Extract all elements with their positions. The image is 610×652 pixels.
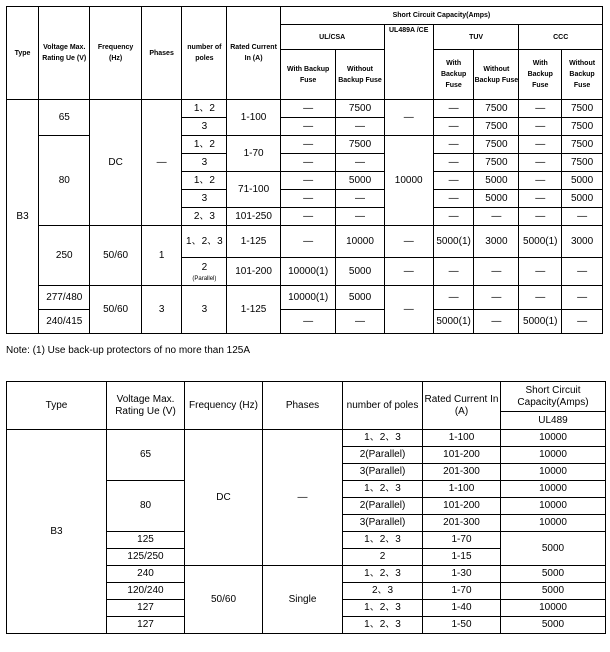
ul489a-cell: 10000 — [384, 136, 433, 226]
table-cell: 3000 — [562, 226, 603, 258]
scc-cell: 10000 — [501, 481, 606, 498]
header-voltage: Voltage Max. Rating Ue (V) — [39, 7, 90, 100]
header-poles: number of poles — [343, 382, 423, 430]
poles-cell: 2 — [343, 549, 423, 566]
header-without-backup: Without Backup Fuse — [474, 50, 519, 100]
poles-cell: 3 — [182, 286, 227, 334]
table-cell: — — [433, 172, 474, 190]
voltage-cell: 277/480 — [39, 286, 90, 310]
phases-cell: 1 — [141, 226, 182, 286]
table-cell: — — [474, 310, 519, 334]
poles-cell: 3 — [182, 118, 227, 136]
current-cell: 1-70 — [227, 136, 280, 172]
voltage-cell: 125 — [107, 532, 185, 549]
poles-cell: 1、2、3 — [343, 430, 423, 447]
header-phases: Phases — [263, 382, 343, 430]
table-cell: — — [336, 118, 384, 136]
current-cell: 201-300 — [423, 515, 501, 532]
table-cell: — — [519, 190, 562, 208]
table-cell: — — [280, 118, 336, 136]
table-cell: — — [280, 208, 336, 226]
frequency-cell: 50/60 — [185, 566, 263, 634]
scc-cell: 10000 — [501, 464, 606, 481]
header-ccc: CCC — [519, 25, 603, 50]
table-cell: — — [519, 100, 562, 118]
table-cell: — — [336, 154, 384, 172]
table-cell: — — [562, 208, 603, 226]
poles-cell: 3 — [182, 154, 227, 172]
table-cell: 7500 — [474, 136, 519, 154]
current-cell: 101-200 — [423, 447, 501, 464]
poles-cell — [182, 258, 227, 286]
poles-cell: 1、2、3 — [182, 226, 227, 258]
voltage-cell: 250 — [39, 226, 90, 286]
header-scc: Short Circuit Capacity(Amps) — [501, 382, 606, 412]
table-cell: — — [280, 154, 336, 172]
table-cell: 10000(1) — [280, 258, 336, 286]
table-cell: 7500 — [562, 136, 603, 154]
table-cell: — — [433, 286, 474, 310]
current-cell: 1-40 — [423, 600, 501, 617]
voltage-cell: 240/415 — [39, 310, 90, 334]
table-cell: — — [562, 286, 603, 310]
frequency-cell: 50/60 — [90, 286, 141, 334]
current-cell: 201-300 — [423, 464, 501, 481]
poles-cell: 3(Parallel) — [343, 464, 423, 481]
scc-cell: 10000 — [501, 600, 606, 617]
poles-cell: 2(Parallel) — [343, 447, 423, 464]
voltage-cell: 127 — [107, 600, 185, 617]
table-cell: — — [280, 310, 336, 334]
table-cell: 5000 — [336, 258, 384, 286]
table-cell: — — [519, 208, 562, 226]
table-cell: — — [474, 286, 519, 310]
table-cell: — — [433, 258, 474, 286]
table-cell: 5000(1) — [433, 310, 474, 334]
type-cell: B3 — [7, 430, 107, 634]
table-cell: — — [519, 118, 562, 136]
table-cell: 5000(1) — [519, 310, 562, 334]
phases-cell: — — [263, 430, 343, 566]
voltage-cell: 127 — [107, 617, 185, 634]
table-cell: 10000 — [336, 226, 384, 258]
current-cell: 1-15 — [423, 549, 501, 566]
table-cell: 5000 — [474, 172, 519, 190]
poles-cell: 1、2、3 — [343, 532, 423, 549]
current-cell: 1-50 — [423, 617, 501, 634]
header-ul489: UL489 — [501, 412, 606, 430]
table-cell: — — [280, 136, 336, 154]
scc-cell: 5000 — [501, 617, 606, 634]
table-cell: — — [280, 190, 336, 208]
table-cell: — — [474, 258, 519, 286]
table-cell: 5000(1) — [433, 226, 474, 258]
table-cell: — — [280, 100, 336, 118]
header-current: Rated Current In (A) — [423, 382, 501, 430]
table-cell: 7500 — [562, 118, 603, 136]
header-voltage: Voltage Max. Rating Ue (V) — [107, 382, 185, 430]
poles-cell: 3 — [182, 190, 227, 208]
voltage-cell: 120/240 — [107, 583, 185, 600]
poles-cell: 1、2 — [182, 172, 227, 190]
table-cell: — — [433, 208, 474, 226]
table-cell: 3000 — [474, 226, 519, 258]
table-cell: — — [433, 136, 474, 154]
current-cell: 101-200 — [227, 258, 280, 286]
type-cell: B3 — [7, 100, 39, 334]
scc-cell: 10000 — [501, 447, 606, 464]
header-scc: Short Circuit Capacity(Amps) — [280, 7, 602, 25]
table-cell: — — [433, 118, 474, 136]
ul489a-cell: — — [384, 286, 433, 334]
header-with-backup: With Backup Fuse — [280, 50, 336, 100]
poles-value: 2 — [201, 262, 208, 273]
header-phases: Phases — [141, 7, 182, 100]
poles-cell: 1、2 — [182, 136, 227, 154]
scc-cell: 5000 — [501, 583, 606, 600]
table-cell: — — [433, 100, 474, 118]
table-cell: 7500 — [336, 136, 384, 154]
table-cell: — — [433, 190, 474, 208]
header-with-backup: With Backup Fuse — [433, 50, 474, 100]
table-cell: — — [562, 310, 603, 334]
table-cell: — — [280, 172, 336, 190]
voltage-cell: 80 — [107, 481, 185, 532]
current-cell: 1-70 — [423, 532, 501, 549]
ul489a-cell: — — [384, 226, 433, 258]
table-cell: 7500 — [474, 118, 519, 136]
poles-cell: 2(Parallel) — [343, 498, 423, 515]
poles-cell: 1、2、3 — [343, 566, 423, 583]
header-poles: number of poles — [182, 7, 227, 100]
table-cell: — — [280, 226, 336, 258]
phases-cell: 3 — [141, 286, 182, 334]
table-cell: 5000 — [562, 190, 603, 208]
header-current: Rated Current In (A) — [227, 7, 280, 100]
current-cell: 101-200 — [423, 498, 501, 515]
voltage-cell: 65 — [107, 430, 185, 481]
header-without-backup: Without Backup Fuse — [336, 50, 384, 100]
current-cell: 1-100 — [423, 430, 501, 447]
table-cell: 5000 — [474, 190, 519, 208]
scc-cell: 5000 — [501, 566, 606, 583]
header-ul489a: UL489A /CE — [384, 25, 433, 100]
header-type: Type — [7, 382, 107, 430]
poles-cell: 1、2、3 — [343, 617, 423, 634]
parallel-note: (Parallel) — [192, 276, 217, 282]
short-circuit-table-2 — [6, 381, 606, 634]
poles-cell: 2、3 — [343, 583, 423, 600]
current-cell: 1-100 — [227, 100, 280, 136]
table-cell: 5000 — [336, 172, 384, 190]
scc-cell: 5000 — [501, 532, 606, 566]
table-cell: — — [519, 154, 562, 172]
short-circuit-table-1 — [6, 6, 603, 334]
table-cell: 5000 — [336, 286, 384, 310]
voltage-cell: 80 — [39, 136, 90, 226]
current-cell: 1-70 — [423, 583, 501, 600]
header-with-backup: With Backup Fuse — [519, 50, 562, 100]
phases-cell: — — [141, 100, 182, 226]
poles-cell: 1、2、3 — [343, 600, 423, 617]
header-tuv: TUV — [433, 25, 519, 50]
voltage-cell: 240 — [107, 566, 185, 583]
header-without-backup: Without Backup Fuse — [562, 50, 603, 100]
table-cell: 5000 — [562, 172, 603, 190]
table-cell: — — [474, 208, 519, 226]
frequency-cell: 50/60 — [90, 226, 141, 286]
header-frequency: Frequency (Hz) — [90, 7, 141, 100]
table-cell: — — [336, 310, 384, 334]
current-cell: 1-100 — [423, 481, 501, 498]
scc-cell: 10000 — [501, 498, 606, 515]
table-cell: — — [519, 286, 562, 310]
table-cell: — — [519, 172, 562, 190]
voltage-cell: 125/250 — [107, 549, 185, 566]
current-cell: 1-125 — [227, 226, 280, 258]
frequency-cell: DC — [90, 100, 141, 226]
current-cell: 101-250 — [227, 208, 280, 226]
poles-cell: 2、3 — [182, 208, 227, 226]
ul489a-cell: — — [384, 258, 433, 286]
table-cell: 7500 — [474, 100, 519, 118]
current-cell: 1-125 — [227, 286, 280, 334]
table-cell: 7500 — [562, 100, 603, 118]
poles-cell: 3(Parallel) — [343, 515, 423, 532]
current-cell: 1-30 — [423, 566, 501, 583]
footnote: Note: (1) Use back-up protectors of no more than 125A — [6, 345, 251, 356]
table-cell: 7500 — [336, 100, 384, 118]
ul489a-cell: — — [384, 100, 433, 136]
header-type: Type — [7, 7, 39, 100]
poles-cell: 1、2 — [182, 100, 227, 118]
poles-cell: 1、2、3 — [343, 481, 423, 498]
scc-cell: 10000 — [501, 515, 606, 532]
table-cell: — — [336, 190, 384, 208]
header-ulcsa: UL/CSA — [280, 25, 384, 50]
scc-cell: 10000 — [501, 430, 606, 447]
table-cell: 10000(1) — [280, 286, 336, 310]
table-cell: — — [336, 208, 384, 226]
voltage-cell: 65 — [39, 100, 90, 136]
frequency-cell: DC — [185, 430, 263, 566]
table-cell: — — [433, 154, 474, 172]
table-cell: — — [519, 136, 562, 154]
table-cell: 7500 — [474, 154, 519, 172]
phases-cell: Single — [263, 566, 343, 634]
table-cell: — — [562, 258, 603, 286]
table-cell: — — [519, 258, 562, 286]
header-frequency: Frequency (Hz) — [185, 382, 263, 430]
table-cell: 5000(1) — [519, 226, 562, 258]
table-cell: 7500 — [562, 154, 603, 172]
current-cell: 71-100 — [227, 172, 280, 208]
